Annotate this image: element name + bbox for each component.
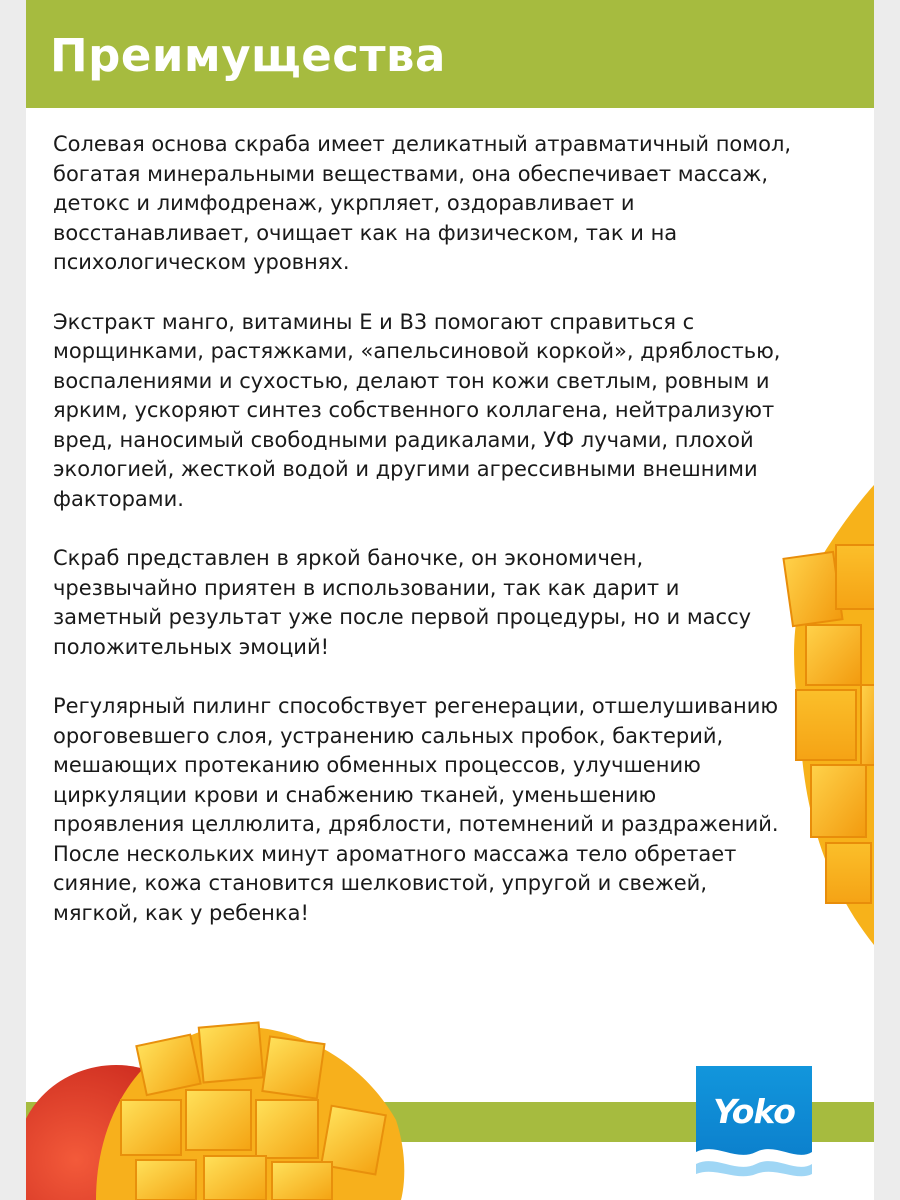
paragraph-regular-peeling: Регулярный пилинг способствует регенерации, отшелушиванию ороговевшего слоя, устранению сальных пробок, бактерий, мешающих протеканию обменных процессов, улучшению циркуляции крови и снабжению тканей, уменьшению проявления целлюлита, дряблости, потемнений и раздражений. После нескольких минут ароматного массажа тело обретает сияние, кожа становится шелковистой, упругой и свежей, мягкой, как у ребенка!	[53, 694, 779, 925]
body-text	[53, 130, 793, 958]
yoko-logo	[696, 1066, 812, 1188]
page	[26, 0, 874, 1200]
wave-icon	[696, 1142, 812, 1188]
mango-cubes-image	[766, 485, 874, 945]
paragraph-mango-extract: Экстракт манго, витамины Е и B3 помогают справиться с морщинками, растяжками, «апельсиновой коркой», дряблостью, воспалениями и сухостью, делают тон кожи светлым, ровным и ярким, ускоряют синтез собственного коллагена, нейтрализуют вред, наносимый свободными радикалами, УФ лучами, плохой экологией, жесткой водой и другими агрессивными внешними факторами.	[53, 309, 781, 511]
mango-half-image	[26, 1010, 406, 1200]
page-title: Преимущества	[50, 29, 446, 82]
header-band	[26, 0, 874, 108]
paragraph-salt-base: Солевая основа скраба имеет деликатный атравматичный помол, богатая минеральными веществами, она обеспечивает массаж, детокс и лимфодренаж, укрпляет, оздоравливает и восстанавливает, очищает как на физическом, так и на психологическом уровнях.	[53, 132, 792, 274]
paragraph-packaging: Скраб представлен в яркой баночке, он экономичен, чрезвычайно приятен в использовании, так как дарит и заметный результат уже после первой процедуры, но и массу положительных эмоций!	[53, 546, 752, 659]
logo-text: Yoko	[713, 1092, 795, 1131]
